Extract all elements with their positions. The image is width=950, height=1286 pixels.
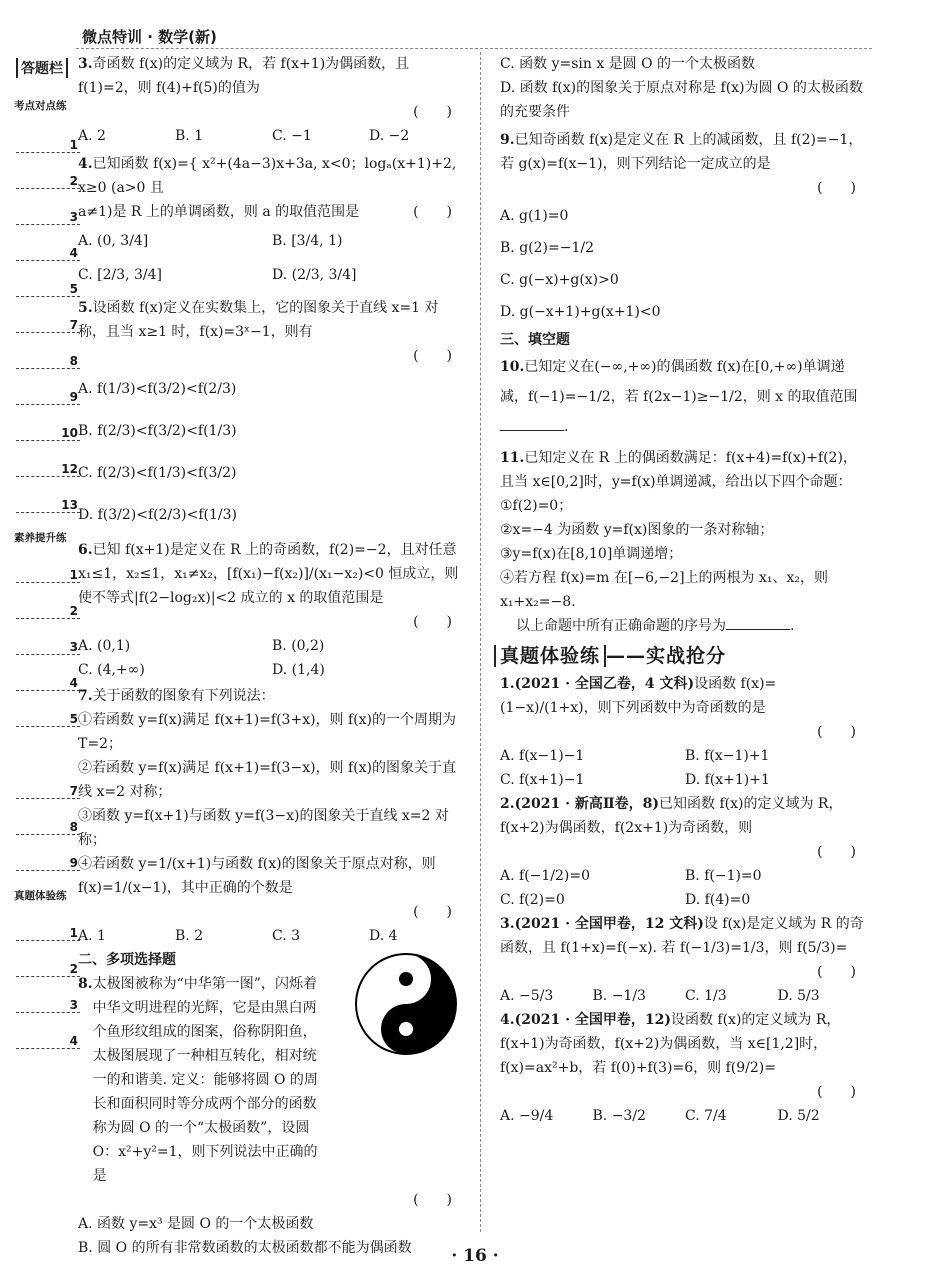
option-b[interactable]: B. (0,2) xyxy=(272,638,325,654)
question-stem: 太极图被称为“中华第一图”，闪烁着中华文明进程的光辉，它是由黑白两个鱼形纹组成的图案，俗称阴阳鱼，太极图展现了一种相互转化，相对统一的和谐美. 定义：能够将圆 O 的周长和面积同时等分成两个部分的函数称为圆 O 的一个“太极函数”，设圆 O：x²+y²=1，则下列说法中正确的是 xyxy=(92,976,318,1184)
option-a[interactable]: A. 2 xyxy=(78,128,106,144)
answer-paren: ( ) xyxy=(817,844,856,860)
option-a[interactable]: A. g(1)=0 xyxy=(500,208,569,224)
option-c[interactable]: C. f(2/3)<f(1/3)<f(3/2) xyxy=(78,465,237,481)
page-number: · 16 · xyxy=(451,1246,499,1266)
answer-blank[interactable] xyxy=(500,416,564,431)
answer-line[interactable]: 2 xyxy=(16,604,80,619)
question-4 xyxy=(78,152,466,292)
option-b[interactable]: B. −3/2 xyxy=(592,1108,646,1124)
option-d[interactable]: D. g(−x+1)+g(x+1)<0 xyxy=(500,304,661,320)
answer-line[interactable]: 2 xyxy=(16,174,80,189)
options xyxy=(78,224,466,292)
question-stem: 已知定义在 R 上的偶函数满足：f(x+4)=f(x)+f(2)，且当 x∈[0,2]时，y=f(x)单调递减，给出以下四个命题： xyxy=(500,450,857,490)
proposition-2: ②x=−4 为函数 y=f(x)图象的一条对称轴； xyxy=(500,522,774,538)
option-c[interactable]: C. [2/3, 3/4] xyxy=(78,267,162,283)
options xyxy=(500,744,870,792)
answer-line[interactable]: 9 xyxy=(16,390,80,405)
option-a[interactable]: A. −5/3 xyxy=(500,988,554,1004)
answer-line[interactable]: 4 xyxy=(16,246,80,261)
question-stem: 已知奇函数 f(x)是定义在 R 上的减函数，且 f(2)=−1，若 g(x)=f(x−1)，则下列结论一定成立的是 xyxy=(500,132,863,172)
question-stem: 已知函数 f(x)的定义域为 R，f(x+2)为偶函数，f(2x+1)为奇函数，则 xyxy=(500,796,843,836)
option-c[interactable]: C. 1/3 xyxy=(685,988,727,1004)
answer-line[interactable]: 8 xyxy=(16,820,80,835)
exam-question-2 xyxy=(500,792,870,912)
question-number: 6. xyxy=(78,542,93,558)
header-divider xyxy=(76,48,872,49)
question-stem: 设函数 f(x)定义在实数集上，它的图象关于直线 x=1 对称，且当 x≥1 时，f(x)=3ˣ−1，则有 xyxy=(78,300,439,340)
option-d[interactable]: D. f(3/2)<f(2/3)<f(1/3) xyxy=(78,507,237,523)
answer-paren: ( ) xyxy=(413,904,452,920)
option-c[interactable]: C. f(x+1)−1 xyxy=(500,772,585,788)
question-11 xyxy=(500,446,870,638)
answer-paren: ( ) xyxy=(817,964,856,980)
banner-label: 真题体验练 xyxy=(494,645,606,667)
answer-line[interactable]: 3 xyxy=(16,210,80,225)
option-d[interactable]: D. (1,4) xyxy=(272,662,325,678)
question-9 xyxy=(500,128,870,328)
option-d[interactable]: D. 5/3 xyxy=(777,988,820,1004)
question-stem: 设函数 f(x)的定义域为 R，f(x+1)为奇函数，f(x+2)为偶函数，当 x∈[1,2]时，f(x)=ax²+b，若 f(0)+f(3)=6，则 f(9/2)= xyxy=(500,1012,841,1076)
question-tail: 以上命题中所有正确命题的序号为 xyxy=(516,618,726,634)
option-d[interactable]: D. −2 xyxy=(369,128,410,144)
question-number: 5. xyxy=(78,300,93,316)
left-column xyxy=(78,52,466,1260)
section-banner xyxy=(494,644,870,668)
question-number: 1. xyxy=(500,676,515,692)
answer-paren: ( ) xyxy=(817,1084,856,1100)
answer-line[interactable]: 10 xyxy=(16,426,80,441)
option-d[interactable]: D. 4 xyxy=(369,928,398,944)
option-d[interactable]: D. 5/2 xyxy=(777,1108,820,1124)
exam-question-4 xyxy=(500,1008,870,1128)
question-stem: 设 f(x)是定义域为 R 的奇函数，且 f(1+x)=f(−x). 若 f(−1/3)=1/3，则 f(5/3)= xyxy=(500,916,864,956)
answer-line[interactable]: 1 xyxy=(16,568,80,583)
question-number: 4. xyxy=(500,1012,515,1028)
options xyxy=(500,1104,870,1128)
option-a[interactable]: A. −9/4 xyxy=(500,1108,554,1124)
taiji-yin-yang-icon xyxy=(354,952,458,1056)
answer-line[interactable]: 9 xyxy=(16,856,80,871)
question-3 xyxy=(78,52,466,148)
answer-paren: ( ) xyxy=(413,204,452,220)
question-number: 9. xyxy=(500,132,515,148)
option-a[interactable]: A. (0,1) xyxy=(78,638,131,654)
option-b[interactable]: B. 2 xyxy=(175,928,204,944)
answer-paren: ( ) xyxy=(413,104,452,120)
answer-line[interactable]: 8 xyxy=(16,354,80,369)
option-b[interactable]: B. −1/3 xyxy=(592,988,646,1004)
option-a[interactable]: A. f(1/3)<f(3/2)<f(2/3) xyxy=(78,381,237,397)
option-d[interactable]: D. 函数 f(x)的图象关于原点对称是 f(x)为圆 O 的太极函数的充要条件 xyxy=(500,80,863,120)
exam-question-3 xyxy=(500,912,870,1008)
question-number: 2. xyxy=(500,796,515,812)
question-stem: 设函数 f(x)=(1−x)/(1+x)，则下列函数中为奇函数的是 xyxy=(500,676,777,716)
answer-line[interactable]: 1 xyxy=(16,926,80,941)
question-number: 3. xyxy=(78,56,93,72)
proposition-1: ①f(2)=0； xyxy=(500,498,573,514)
option-a[interactable]: A. f(x−1)−1 xyxy=(500,748,585,764)
option-b[interactable]: B. 圆 O 的所有非常数函数的太极函数都不能为偶函数 xyxy=(78,1240,412,1256)
question-number: 10. xyxy=(500,359,525,375)
options xyxy=(78,368,466,536)
option-a[interactable]: A. (0, 3/4] xyxy=(78,233,149,249)
section-heading: 三、填空题 xyxy=(500,332,570,348)
option-b[interactable]: B. 1 xyxy=(175,128,204,144)
answer-line[interactable]: 5 xyxy=(16,282,80,297)
statement-4: ④若函数 y=1/(x+1)与函数 f(x)的图象关于原点对称，则 f(x)=1/(x−1)，其中正确的个数是 xyxy=(78,856,436,896)
question-7 xyxy=(78,684,466,948)
option-b[interactable]: B. f(−1)=0 xyxy=(685,868,762,884)
statement-1: ①若函数 y=f(x)满足 f(x+1)=f(3+x)，则 f(x)的一个周期为 T=2； xyxy=(78,712,456,752)
banner-slogan: ——实战抢分 xyxy=(606,645,727,667)
exam-question-1 xyxy=(500,672,870,792)
question-number: 4. xyxy=(78,156,93,172)
answer-paren: ( ) xyxy=(817,180,856,196)
question-number: 11. xyxy=(500,450,525,466)
question-stem-cont: a≠1)是 R 上的单调函数，则 a 的取值范围是 xyxy=(78,204,360,220)
question-number: 8. xyxy=(78,976,93,992)
option-b[interactable]: B. [3/4, 1) xyxy=(272,233,343,249)
option-a[interactable]: A. 1 xyxy=(78,928,106,944)
option-c[interactable]: C. (4,+∞) xyxy=(78,662,145,678)
options xyxy=(78,124,466,148)
answer-line[interactable]: 7 xyxy=(16,784,80,799)
option-d[interactable]: D. f(4)=0 xyxy=(685,892,751,908)
statement-2: ②若函数 y=f(x)满足 f(x+1)=f(3−x)，则 f(x)的图象关于直线 x=2 对称； xyxy=(78,760,456,800)
question-source: (2021 · 新高Ⅱ卷，8) xyxy=(514,796,659,812)
answer-line[interactable]: 3 xyxy=(16,998,80,1013)
answer-paren: ( ) xyxy=(413,1192,452,1208)
period: . xyxy=(564,419,569,435)
option-d[interactable]: D. (2/3, 3/4] xyxy=(272,267,357,283)
answer-line[interactable]: 12 xyxy=(16,462,80,477)
options xyxy=(500,864,870,912)
answer-paren: ( ) xyxy=(413,348,452,364)
answer-line[interactable]: 1 xyxy=(16,138,80,153)
option-c[interactable]: C. f(2)=0 xyxy=(500,892,565,908)
options xyxy=(500,984,870,1008)
sidebar-title: 答题栏 xyxy=(16,58,68,78)
answer-line[interactable]: 2 xyxy=(16,962,80,977)
sidebar-section-1: 考点对点练 xyxy=(14,100,67,112)
option-c[interactable]: C. −1 xyxy=(272,128,312,144)
sidebar-section-2: 素养提升练 xyxy=(14,532,67,544)
right-column xyxy=(500,52,870,1128)
question-6 xyxy=(78,538,466,682)
options xyxy=(78,924,466,948)
option-b[interactable]: B. f(x−1)+1 xyxy=(685,748,770,764)
answer-line[interactable]: 4 xyxy=(16,1034,80,1049)
option-a[interactable]: A. 函数 y=x³ 是圆 O 的一个太极函数 xyxy=(78,1216,314,1232)
answer-line[interactable]: 3 xyxy=(16,640,80,655)
question-stem: 关于函数的图象有下列说法： xyxy=(92,688,275,704)
question-10 xyxy=(500,352,870,442)
option-b[interactable]: B. f(2/3)<f(3/2)<f(1/3) xyxy=(78,423,237,439)
option-c[interactable]: C. 函数 y=sin x 是圆 O 的一个太极函数 xyxy=(500,56,756,72)
question-source: (2021 · 全国甲卷，12) xyxy=(514,1012,671,1028)
page-header: 微点特训 · 数学(新) xyxy=(82,28,217,46)
sidebar-section-3: 真题体验练 xyxy=(14,890,67,902)
option-c[interactable]: C. g(−x)+g(x)>0 xyxy=(500,272,619,288)
answer-paren: ( ) xyxy=(413,614,452,630)
options xyxy=(500,200,870,328)
option-b[interactable]: B. g(2)=−1/2 xyxy=(500,240,594,256)
option-c[interactable]: C. 7/4 xyxy=(685,1108,727,1124)
answer-line[interactable]: 7 xyxy=(16,318,80,333)
proposition-4: ④若方程 f(x)=m 在[−6,−2]上的两根为 x₁、x₂，则 x₁+x₂=−8. xyxy=(500,570,829,610)
answer-line[interactable]: 13 xyxy=(16,498,80,513)
question-stem: 已知函数 f(x)={ x²+(4a−3)x+3a, x<0；logₐ(x+1)+2, x≥0 (a>0 且 xyxy=(78,156,457,196)
question-source: (2021 · 全国甲卷，12 文科) xyxy=(514,916,704,932)
option-d[interactable]: D. f(x+1)+1 xyxy=(685,772,770,788)
statement-3: ③函数 y=f(x+1)与函数 y=f(3−x)的图象关于直线 x=2 对称； xyxy=(78,808,449,848)
question-stem: 奇函数 f(x)的定义域为 R，若 f(x+1)为偶函数，且 f(1)=2，则 f(4)+f(5)的值为 xyxy=(78,56,410,96)
column-divider xyxy=(480,52,481,1232)
answer-line[interactable]: 4 xyxy=(16,676,80,691)
answer-line[interactable]: 5 xyxy=(16,712,80,727)
proposition-3: ③y=f(x)在[8,10]单调递增； xyxy=(500,546,683,562)
period: . xyxy=(790,618,795,634)
question-stem: 已知定义在(−∞,+∞)的偶函数 f(x)在[0,+∞)单调递减，f(−1)=−1/2，若 f(2x−1)≥−1/2，则 x 的取值范围 xyxy=(500,359,858,405)
option-c[interactable]: C. 3 xyxy=(272,928,301,944)
question-number: 3. xyxy=(500,916,515,932)
option-a[interactable]: A. f(−1/2)=0 xyxy=(500,868,591,884)
options xyxy=(78,634,466,682)
question-number: 7. xyxy=(78,688,93,704)
answer-paren: ( ) xyxy=(817,724,856,740)
question-source: (2021 · 全国乙卷，4 文科) xyxy=(514,676,695,692)
question-stem: 已知 f(x+1)是定义在 R 上的奇函数，f(2)=−2，且对任意 x₁≤1，x₂≤1，x₁≠x₂，[f(x₁)−f(x₂)]/(x₁−x₂)<0 恒成立，则使不等式|f(2−log₂x)|<2 成立的 x 的取值范围是 xyxy=(78,542,459,606)
question-5 xyxy=(78,296,466,536)
answer-blank[interactable] xyxy=(726,615,790,630)
section-heading: 二、多项选择题 xyxy=(78,952,176,968)
